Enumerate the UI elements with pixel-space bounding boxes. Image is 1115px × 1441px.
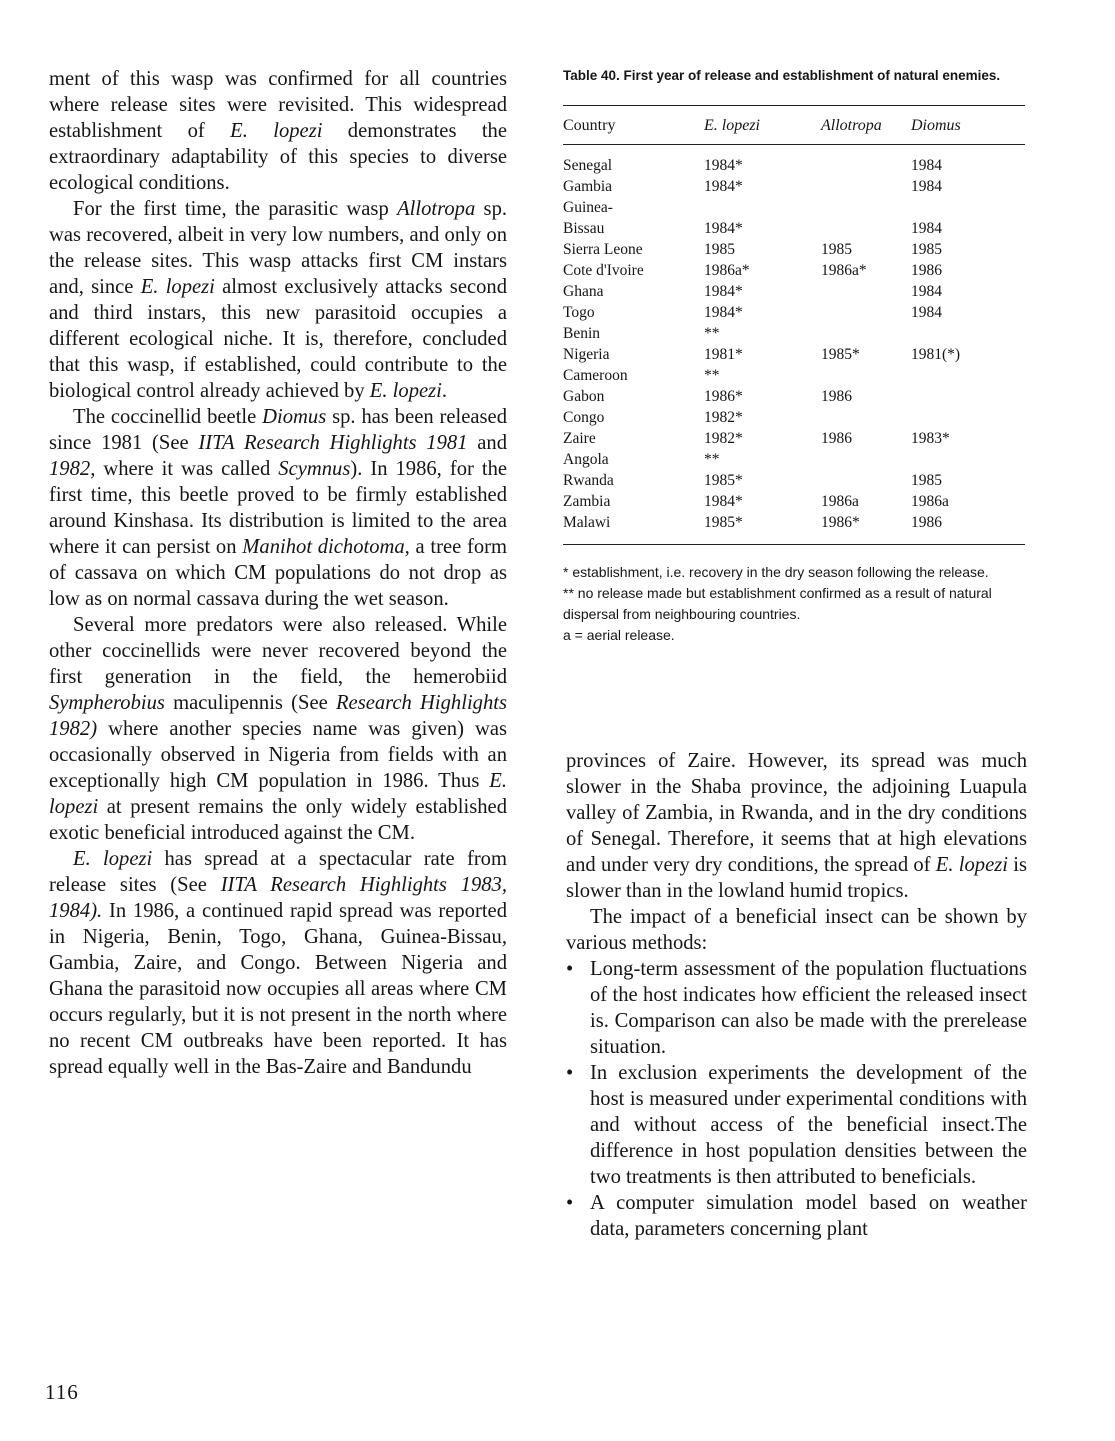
cell-allotropa: 1986a — [821, 493, 859, 510]
cell-diomus — [911, 386, 1025, 407]
table-40 — [563, 68, 1025, 646]
bullet-icon: • — [566, 1062, 574, 1084]
cell-diomus: 1981(*) — [911, 346, 961, 363]
cell-e-lopezi: 1984* — [704, 304, 743, 321]
header-diomus: Diomus — [911, 117, 961, 134]
cell-country: Gambia — [563, 178, 613, 195]
cell-diomus: 1985 — [911, 241, 942, 258]
cell-diomus: 1986a — [911, 493, 949, 510]
cell-diomus — [911, 365, 1025, 386]
cell-allotropa — [821, 281, 911, 302]
table-caption: Table 40. First year of release and establishment of natural enemies. — [563, 68, 1001, 83]
methods-list — [566, 956, 1027, 1242]
cell-country: Sierra Leone — [563, 241, 643, 258]
cell-e-lopezi: 1982* — [704, 430, 743, 447]
header-allotropa: Allotropa — [821, 117, 882, 134]
cell-e-lopezi: 1984* — [704, 220, 743, 237]
cell-diomus: 1984 — [911, 304, 942, 321]
footnote-establishment: * establishment, i.e. recovery in the dry season following the release. — [563, 564, 989, 580]
cell-country: Nigeria — [563, 346, 610, 363]
cell-e-lopezi: 1984* — [704, 493, 743, 510]
cell-allotropa: 1986 — [821, 388, 852, 405]
table-row — [563, 197, 1025, 218]
cell-country: Congo — [563, 409, 605, 426]
cell-country: Zaire — [563, 430, 596, 447]
right-column — [566, 748, 1027, 1242]
cell-country: Malawi — [563, 514, 611, 531]
cell-e-lopezi: 1984* — [704, 178, 743, 195]
cell-allotropa: 1986* — [821, 514, 860, 531]
cell-diomus: 1984 — [911, 178, 942, 195]
cell-allotropa: 1986a* — [821, 262, 867, 279]
left-column — [49, 66, 507, 1080]
bullet-icon: • — [566, 1192, 574, 1214]
cell-diomus: 1986 — [911, 514, 942, 531]
header-country: Country — [563, 117, 616, 134]
cell-allotropa: 1985* — [821, 346, 860, 363]
cell-e-lopezi: 1985 — [704, 241, 735, 258]
table-row — [563, 145, 1025, 176]
table-row — [563, 512, 1025, 533]
cell-allotropa — [821, 407, 911, 428]
table-row — [563, 491, 1025, 512]
cell-allotropa — [821, 323, 911, 344]
paragraph-establishment: ment of this wasp was confirmed for all countries where release sites were revisited. This widespread establishment of E. lopezi demonstrates the extraordinary adaptability of this species to diverse ecological conditions. — [49, 68, 507, 194]
cell-country: Zambia — [563, 493, 611, 510]
cell-e-lopezi: 1985* — [704, 472, 743, 489]
cell-e-lopezi: 1986a* — [704, 262, 750, 279]
list-item: • A computer simulation model based on weather data, parameters concerning plant — [566, 1192, 1027, 1240]
table-row — [563, 344, 1025, 365]
cell-country: Bissau — [563, 220, 605, 237]
table-row — [563, 239, 1025, 260]
cell-country: Guinea- — [563, 199, 613, 216]
paragraph-diomus: The coccinellid beetle Diomus sp. has been released since 1981 (See IITA Research Highlights 1981 and 1982, where it was called Scymnus). In 1986, for the first time, this beetle proved to be firmly established around Kinshasa. Its distribution is limited to the area where it can persist on Manihot dichotoma, a tree form of cassava on which CM populations do not drop as low as on normal cassava during the wet season. — [49, 406, 508, 610]
cell-country: Ghana — [563, 283, 604, 300]
cell-e-lopezi: 1982* — [704, 409, 743, 426]
paragraph-predators: Several more predators were also released. While other coccinellids were never recovered beyond the first generation in the field, the hemerobiid Sympherobius maculipennis (See Research Highlights 1982) where another species name was given) was occasionally observed in Nigeria from fields with an exceptionally high CM population in 1986. Thus E. lopezi at present remains the only widely established exotic beneficial introduced against the CM. — [49, 614, 507, 844]
cell-allotropa — [821, 365, 911, 386]
table-row — [563, 302, 1025, 323]
cell-e-lopezi: ** — [704, 451, 720, 468]
cell-diomus: 1984 — [911, 220, 942, 237]
cell-e-lopezi: ** — [704, 367, 720, 384]
cell-country: Gabon — [563, 388, 605, 405]
cell-country: Cameroon — [563, 367, 628, 384]
cell-diomus: 1984 — [911, 283, 942, 300]
table-row — [563, 323, 1025, 344]
cell-allotropa — [821, 302, 911, 323]
list-item: • In exclusion experiments the development of the host is measured under experimental conditions with and without access of the beneficial insect.The difference in host population densities between the two treatments is then attributed to beneficials. — [566, 1062, 1027, 1188]
table-row — [563, 407, 1025, 428]
cell-diomus — [911, 407, 1025, 428]
cell-e-lopezi: 1984* — [704, 283, 743, 300]
cell-country: Cote d'Ivoire — [563, 262, 644, 279]
paragraph-allotropa: For the first time, the parasitic wasp Allotropa sp. was recovered, albeit in very low numbers, and only on the release sites. This wasp attacks first CM instars and, since E. lopezi almost exclusively attacks second and third instars, this new parasitoid occupies a different ecological niche. It is, therefore, concluded that this wasp, if established, could contribute to the biological control already achieved by E. lopezi. — [49, 198, 508, 402]
header-e-lopezi: E. lopezi — [704, 117, 760, 134]
bullet-icon: • — [566, 958, 574, 980]
table-row — [563, 470, 1025, 491]
page-number: 116 — [45, 1380, 79, 1404]
cell-country: Togo — [563, 304, 595, 321]
cell-country: Rwanda — [563, 472, 614, 489]
cell-allotropa — [821, 176, 911, 197]
cell-allotropa — [821, 449, 911, 470]
cell-country: Benin — [563, 325, 601, 342]
paragraph-spread: E. lopezi has spread at a spectacular rate from release sites (See IITA Research Highlights 1983, 1984). In 1986, a continued rapid spread was reported in Nigeria, Benin, Togo, Ghana, Guinea-Bissau, Gambia, Zaire, and Congo. Between Nigeria and Ghana the parasitoid now occupies all areas where CM occurs regularly, but it is not present in the north where no recent CM outbreaks have been reported. It has spread equally well in the Bas-Zaire and Bandundu — [49, 848, 508, 1078]
footnote-no-release: ** no release made but establishment confirmed as a result of natural dispersal from neighbouring countries. — [563, 585, 992, 622]
table-row — [563, 260, 1025, 281]
cell-diomus: 1986 — [911, 262, 942, 279]
cell-allotropa — [821, 197, 911, 218]
table-row — [563, 449, 1025, 470]
cell-diomus: 1983* — [911, 430, 950, 447]
table-row — [563, 386, 1025, 407]
cell-e-lopezi: 1986* — [704, 388, 743, 405]
cell-country: Senegal — [563, 157, 613, 174]
list-item: • Long-term assessment of the population fluctuations of the host indicates how efficient the released insect is. Comparison can also be made with the prerelease situation. — [566, 958, 1027, 1058]
cell-country: Angola — [563, 451, 609, 468]
cell-allotropa: 1986 — [821, 430, 852, 447]
cell-diomus: 1984 — [911, 157, 942, 174]
cell-diomus — [911, 323, 1025, 344]
table-bottom-rule — [563, 544, 1025, 545]
cell-allotropa — [821, 145, 911, 176]
cell-diomus — [911, 197, 1025, 218]
paragraph-provinces: provinces of Zaire. However, its spread was much slower in the Shaba province, the adjoining Luapula valley of Zambia, in Rwanda, and in the dry conditions of Senegal. Therefore, it seems that at high elevations and under very dry conditions, the spread of E. lopezi is slower than in the lowland humid tropics. — [566, 750, 1027, 902]
table-row — [563, 176, 1025, 197]
table-header-row — [563, 106, 1025, 144]
cell-diomus — [911, 449, 1025, 470]
cell-allotropa — [821, 218, 911, 239]
cell-e-lopezi — [704, 197, 821, 218]
footnote-aerial: a = aerial release. — [563, 627, 675, 643]
table-footnotes — [563, 562, 1025, 646]
table-row — [563, 428, 1025, 449]
cell-diomus: 1985 — [911, 472, 942, 489]
cell-e-lopezi: 1981* — [704, 346, 743, 363]
cell-e-lopezi: ** — [704, 325, 720, 342]
cell-e-lopezi: 1984* — [704, 157, 743, 174]
table-row — [563, 218, 1025, 239]
release-table — [563, 106, 1025, 533]
cell-allotropa — [821, 470, 911, 491]
cell-allotropa: 1985 — [821, 241, 852, 258]
cell-e-lopezi: 1985* — [704, 514, 743, 531]
table-row — [563, 365, 1025, 386]
paragraph-impact: The impact of a beneficial insect can be shown by various methods: — [566, 906, 1027, 954]
table-row — [563, 281, 1025, 302]
table-body — [563, 145, 1025, 533]
